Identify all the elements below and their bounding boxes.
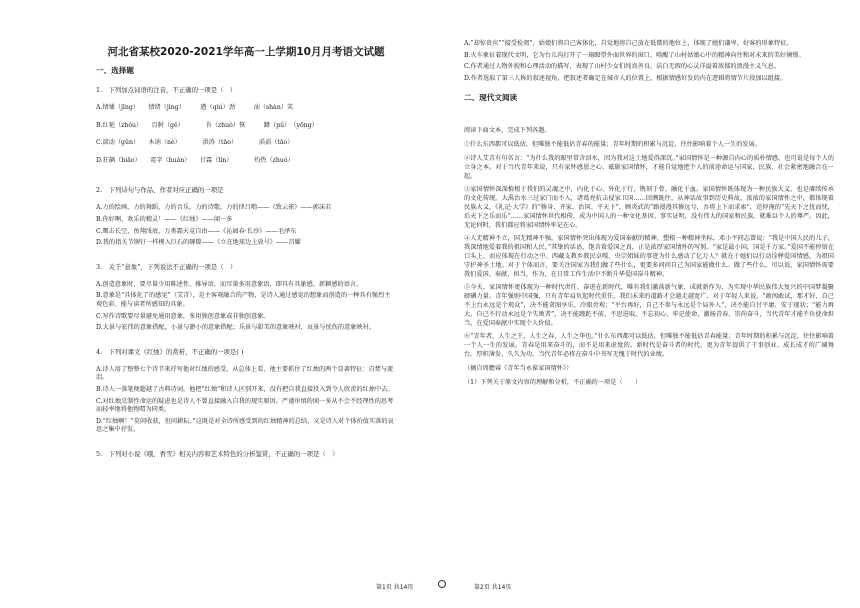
question-1-stem: 1. 下列加点词语的注音，不正确的一项是（ ）	[96, 86, 237, 94]
doc-title: 河北省某校2020-2021学年高一上学期10月月考语文试题	[107, 46, 385, 58]
option-b: B.诗人一落笔便超越了古典诗词，他把“红烛”和诗人区别开来，没有把自我直接投入到令人欣羡的红烛中去。	[96, 385, 394, 393]
q5-option-b: B.火车象征着现代文明，它为台儿沟打开了一扇瞭望外面世界的窗口，唤醒了山村姑娘心中的精神向往和对未来的美好憧憬。	[464, 51, 805, 59]
option-a: A.创造意象时，要尽量少用陈述性、推导语，而尽量多用意象语，即具有具象感、新颖感的语言。	[96, 280, 363, 288]
option-a: A.情愫（jīng） 情绪（jìng） 遒（qiú）劲 汕（shàn）笑	[96, 104, 294, 111]
option-d: D.狂飙（biāo） 霓字（huán） 甘霖（lín） 灼热（zhuó）	[96, 156, 294, 164]
option-a: A.力的绘画，力的舞蹈，力的音乐，力的诗歌，力的律吕哟——《致云雀》——郭沫若	[96, 204, 332, 212]
section-heading-reading: 二、现代文阅读	[464, 93, 518, 103]
footer-page-right: 第2页 共14页	[474, 584, 512, 591]
paragraph-1: ①什么东西都可以低估，但唯独不能低估青春的能量；青年时期的积累与沉淀，往往影响着个人一生的发展。	[464, 141, 761, 149]
page-divider-dot	[438, 580, 446, 588]
option-a: A.诗人用了整整七个诗节来抒写他对红烛的感受。从总体上看，他主要抓住了红烛的两个显著特征：自焚与流泪。	[96, 365, 394, 382]
option-c: C.写作诗歌要尽量避免通用意象，多用独创意象或非独创意象。	[96, 312, 270, 320]
paragraph-5: ⑤今天，家国情怀更体现为一种时代责任、奋进在新时代，唯有我们激荡新气象、成就新作为，为实现中华民族伟大复兴的中国梦凝聚磅礴力量。青年强则中国强，只有青年肩负起时代重任，我们未来的道路才会越走越宽广。对于年轻人来说，“敢闯敢试，那才好，自己不上台永远是个观众”，决不能贪图享乐、冷眼旁观；“平台再好，自己不参与永远是个局外人”，决不能自甘平庸、安于现状；“能力再大，自己不行动永远是个失败者”，决不能蹉跎不前、不思进取。不忘初心、牢记使命，激扬青春、崇尚奋斗，当代青年才能不负使命担当，在爱国奉献中实现个人价值。	[464, 284, 834, 327]
question-2-options	[96, 204, 396, 247]
question-3-stem: 3. 关于“意象”，下列说法不正确的一项是（ ）	[96, 262, 237, 271]
option-b: B.意象是“具体化了的感觉”（艾青），是主客观融合的产物，是诗人通过感觉的想象而创造的一种具有强烈主观色彩、能与读者所感知的具象。	[96, 292, 391, 308]
q5-option-a: A.“却惊贵宾”“接受检阅”，姑娘们将自己客体化，自觉地将自己放在低微的地位上，体现了她们谦卑、好客的形象特征。	[464, 40, 793, 47]
option-d: D.我的指关节铆钉一样楔入巨石的罅隙——《立在地球边上放号》——昌耀	[96, 239, 301, 247]
page-right	[430, 0, 860, 608]
option-c: C.鹰击长空，鱼翔浅底，万类霜天竞自由——《沁园春·长沙》——毛泽东	[96, 227, 297, 235]
question-2-stem: 2. 下列诗句与作品、作者对应正确的一项是	[96, 186, 224, 195]
source-citation: （摘自周瞻睿《青年当永葆家国情怀》）	[464, 364, 573, 372]
option-b: B.你好啊，欢乐的精灵！——《红烛》——闻一多	[96, 215, 233, 223]
question-5-stem: 5. 下列对小说《哦，香雪》相关内容和艺术特色的分析鉴赏，不正确的一项是（ ）	[96, 449, 339, 458]
paragraph-3: ③家国情怀深深植根于我们的灵魂之中，内化于心、外化于行，镌刻于骨、融化于血。家国情怀既体现为一种民族大义，也是赓续传承的文化传统。大禹治水三过家门而不入，诸葛亮抗击侵家卫国……回溯既往，从神话故事到历史典故，浓浓的家国情怀之中，都体现着民族大义。《礼记·大学》的“修身、齐家、治国、平天下”，顾炎武的“路漫漫其修远兮，吾将上下而求索”，范仲淹的“先天下之忧而忧，后天下之乐而乐”……家国情怀世代相传，成为中国人的一种文化基因。事实证明，没有伟大的国家和民族，就难以个人的尊严。因此，无论何时，我们都应将家国情怀牢记在心。	[464, 186, 834, 229]
footer-page-left: 第1页 共14页	[376, 584, 414, 591]
q5-option-c: C.作者通过人物外貌和心理活动的描写，表现了山村少女们纯真善良、洁白无瑕的心灵洋溢着浓郁的浪漫主义气息。	[464, 63, 780, 71]
paragraph-4: ④人无精神不立，国无精神不强。家国情怀突出体现为爱国奉献的精神，塑根一种精神坐标。邓小平同志曾说：“我是中国人民的儿子，我深情地爱着我的祖国和人民。”其挚的话语，饱含着爱国之真，正是浓厚家国情怀的写照。“家是最小国，国是千万家。”爱国不能停留在口头上，而应体现在行动之中。西藏支教乡教民卓嘎、央宗姐妹的事迹为什么感动了亿万人？就在于她们以行动诠释爱国情感，为祖国守护神圣土地。对于个体而言，要关注国家为我们做了些什么，更要多问问自己为国家能做什么。做了些什么。可以说，家国情怀需要我们爱国、奉献、担当，作为，在日常工作生活中不断升华爱国奋斗精神。	[464, 235, 834, 278]
question-4-stem: 4. 下列对课文《红烛》的赏析，不正确的一项是( )	[96, 347, 244, 356]
option-c: C.湍动（gǔn） 木讷（nè） 洪涛（tāo） 滔滔（tāo）	[96, 139, 294, 147]
paragraph-2: ②诗人艾青有句名言：“为什么我的眼里常含泪水，因为我对这土地爱得深沉。”家国情怀是一种源自内心的质朴情感，也可说是每个人的立身之本。对于当代青年来说，只有家怀感恩之心、砥砺家国情怀，才能自觉地把个人的前途命运与国家、民族、社会紧密地融合在一起。	[464, 154, 834, 180]
option-c: C.对红烛烹制性命运的疑虑也是诗人不曾直接融入自我的现实原因。严谨审慎的闻一多从不会不经理性的思考而轻率地将他物喟为同类。	[96, 397, 394, 414]
question-4-options	[96, 366, 396, 435]
question-1-options	[96, 104, 396, 165]
reading-intro: 阅读下面文本，完成下列各题。	[464, 127, 551, 135]
option-b: B.红艳（zhǒu） 百舸（gě） 肯（zhuó）恢 蹲（pǔ） （yōng）	[96, 121, 318, 129]
q5-option-d: D.作者选取了第三人称的叙述视角，把叙述者确定在城市人的位置上，根据情感好发的内在逻辑将情节片段加以组接。	[464, 74, 787, 82]
option-d: D.大景与宏伟的意象搭配，小景与渺小的意象搭配；乐景与甜美的意象映衬，哀景与忧伤的意象映衬。	[96, 324, 375, 332]
paragraph-6: ⑥“青年者，人生之王，人生之春，人生之华也。”什么东西都可以低估，但唯独不能低估青春能量；青年时期的积累与沉淀，往往影响着一个人一生的发展。青春是用来奋斗的，而不是用来虚度的。新时代是奋斗者的时代，更为青年提供了干事创业、成长成才的广阔舞台。厚积薄发、久久为功，当代青年必将在奋斗中书写无愧于时代的业绩。	[464, 333, 834, 358]
option-d: D.“红烛啊！”莫问收获，但问耕耘。”这既是对全诗所感受到的红烛精神的总结，又是诗人对个体价值实落的哀思之集中抒发。	[96, 417, 394, 434]
reading-question-1: （1）下列关于原文内容的理解和分析，不正确的一项是（ ）	[464, 378, 642, 386]
question-3-options	[96, 281, 396, 333]
section-heading-choice: 一、选择题	[96, 66, 134, 75]
